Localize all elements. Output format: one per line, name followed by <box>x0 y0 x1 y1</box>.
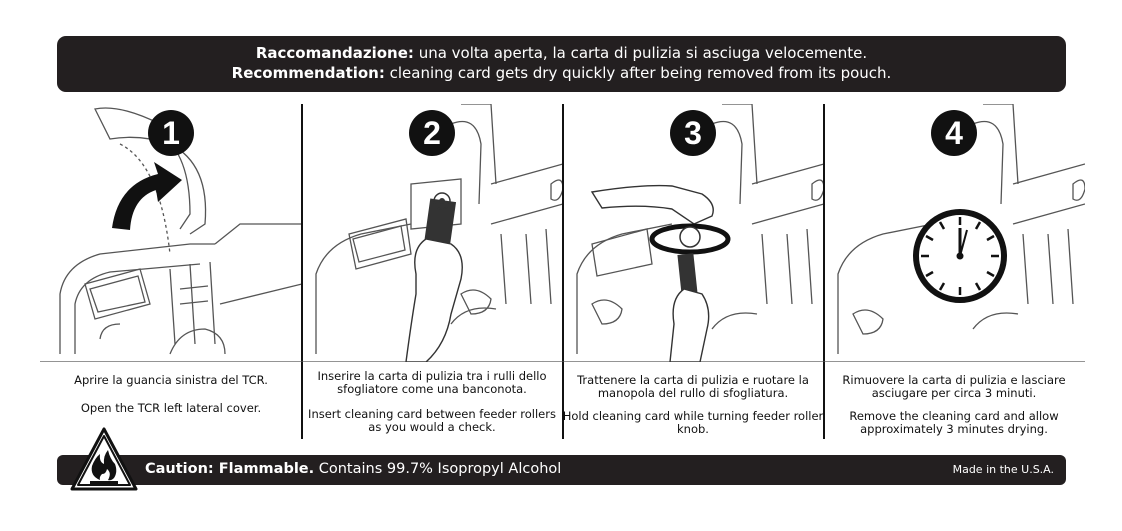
step-3-illustration <box>562 104 824 362</box>
step-2-panel <box>301 104 563 439</box>
banner-line-italian <box>57 43 1066 63</box>
step-3-caption-en: Hold cleaning card while turning feeder roller knob. <box>562 409 824 436</box>
step-4-caption-en: Remove the cleaning card and allow approximately 3 minutes drying. <box>849 409 1059 436</box>
banner-english-text: cleaning card gets dry quickly after being removed from its pouch. <box>384 64 892 82</box>
made-in-label: Made in the U.S.A. <box>952 463 1054 476</box>
step-1-caption-en: Open the TCR left lateral cover. <box>80 401 262 415</box>
step-4-caption-it: Rimuovere la carta di pulizia e lasciare asciugare per circa 3 minuti. <box>842 373 1066 400</box>
banner-italian-label: Raccomandazione: <box>255 44 414 62</box>
step-3-number: 3 <box>684 115 702 151</box>
step-4-illustration <box>823 104 1085 362</box>
caution-detail: Contains 99.7% Isopropyl Alcohol <box>314 461 562 477</box>
caution-label: Caution: Flammable. <box>145 461 315 477</box>
recommendation-banner <box>57 36 1066 92</box>
step-2-number: 2 <box>423 115 441 151</box>
caution-footer <box>57 455 1066 485</box>
hand-icon <box>592 186 713 224</box>
step-1-caption-it: Aprire la guancia sinistra del TCR. <box>74 373 268 387</box>
step-4-number: 4 <box>945 115 963 151</box>
hand-icon <box>406 239 462 362</box>
banner-italian-text: una volta aperta, la carta di pulizia si asciuga velocemente. <box>413 44 868 62</box>
step-2-caption-en: Insert cleaning card between feeder rollers as you would a check. <box>308 407 556 434</box>
step-1-number: 1 <box>162 115 180 151</box>
step-2-illustration <box>301 104 563 362</box>
curved-arrow-icon <box>112 162 182 230</box>
banner-line-english <box>57 63 1066 83</box>
caution-text <box>145 461 561 477</box>
flammable-warning-icon <box>70 426 138 494</box>
step-1-panel <box>40 104 302 439</box>
step-3-panel <box>562 104 824 439</box>
banner-english-label: Recommendation: <box>231 64 385 82</box>
step-1-illustration <box>40 104 302 362</box>
clock-icon <box>916 212 1004 300</box>
step-4-panel <box>823 104 1085 439</box>
step-2-caption-it: Inserire la carta di pulizia tra i rulli dello sfogliatore come una banconota. <box>317 369 547 396</box>
step-3-caption-it: Trattenere la carta di pulizia e ruotare la manopola del rullo di sfogliatura. <box>577 373 809 400</box>
